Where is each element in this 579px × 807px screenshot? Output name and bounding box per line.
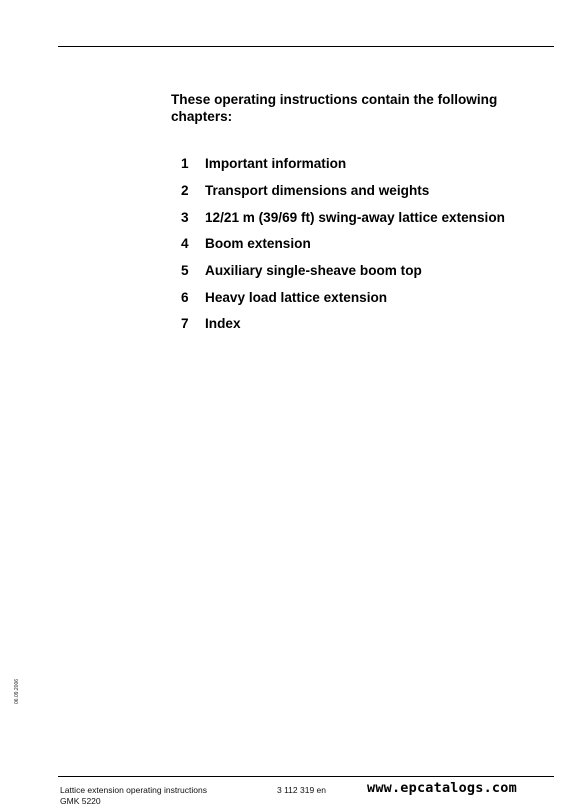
header-rule xyxy=(58,46,554,47)
chapter-title: Index xyxy=(205,316,241,331)
chapter-number: 4 xyxy=(181,236,189,251)
chapter-title: Transport dimensions and weights xyxy=(205,183,430,198)
watermark-url: www.epcatalogs.com xyxy=(367,780,517,796)
chapter-title: Important information xyxy=(205,156,347,171)
footer-manual-title: Lattice extension operating instructions xyxy=(60,785,207,795)
chapter-title: Boom extension xyxy=(205,236,311,251)
intro-text: These operating instructions contain the following chapters: xyxy=(171,92,498,124)
chapter-number: 7 xyxy=(181,316,189,331)
footer-rule xyxy=(58,776,554,777)
chapter-number: 6 xyxy=(181,290,189,305)
chapter-title: Heavy load lattice extension xyxy=(205,290,388,305)
footer-left xyxy=(60,785,207,807)
chapter-number: 2 xyxy=(181,183,189,198)
chapter-number: 1 xyxy=(181,156,189,171)
chapter-title: Auxiliary single-sheave boom top xyxy=(205,263,422,278)
side-date: 06.09.2006 xyxy=(14,678,20,704)
footer-doc-number: 3 112 319 en xyxy=(277,785,326,795)
chapter-number: 5 xyxy=(181,263,189,278)
chapter-title: 12/21 m (39/69 ft) swing-away lattice extension xyxy=(205,210,505,225)
footer-model: GMK 5220 xyxy=(60,796,101,806)
chapter-number: 3 xyxy=(181,210,189,225)
